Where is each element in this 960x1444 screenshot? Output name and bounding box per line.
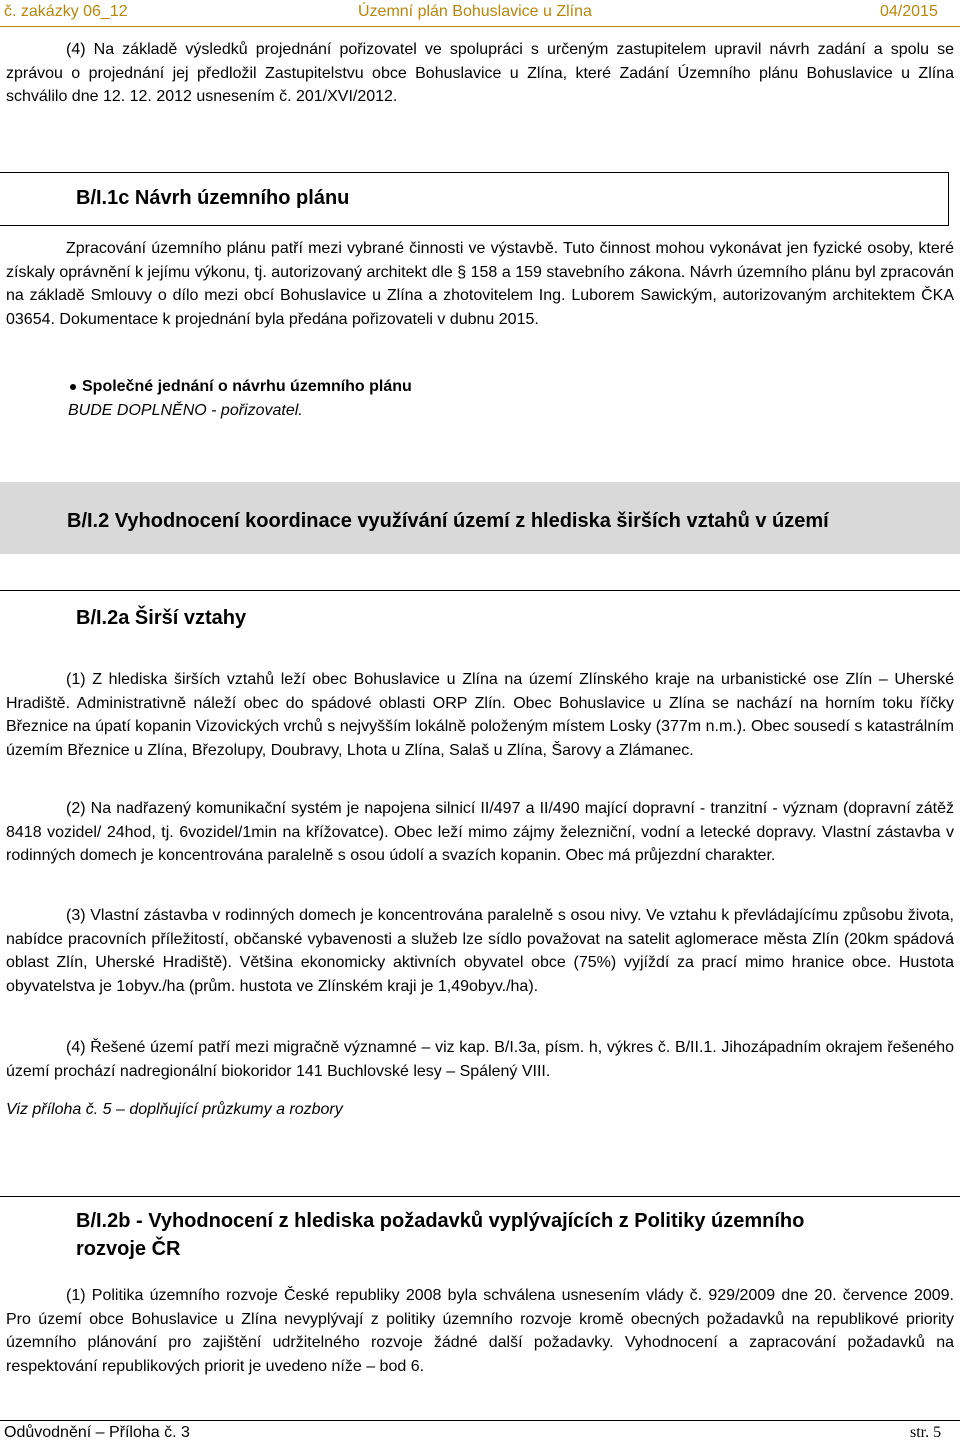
chapter-heading-band: [0, 482, 960, 554]
paragraph-2a-1: (1) Z hlediska širších vztahů leží obec Bohuslavice u Zlína na území Zlínského kraje na urbanistické ose Zlín – Uherské Hradiště. Administrativně náleží obec do spádové oblasti ORP Zlín. Obec Bohuslavice u Zlína se nachází na horním toku říčky Březnice na úpatí kopanin Vizovických vrchů s nejvyšším lokálně položeným místem Losky (377m n.m.). Obec sousedí s katastrálním územím Březnice u Zlína, Březolupy, Doubravy, Lhota u Zlína, Salaš u Zlína, Šarovy a Zlámanec.: [6, 671, 954, 759]
header-rule: [0, 26, 960, 27]
paragraph-1c: Zpracování územního plánu patří mezi vybrané činnosti ve výstavbě. Tuto činnost mohou vykonávat jen fyzické osoby, které získaly oprávnění k jejímu výkonu, tj. autorizovaný architekt dle § 158 a 159 stavebního zákona. Návrh územního plánu byl zpracován na základě Smlouvy o dílo mezi obcí Bohuslavice u Zlína a zhotovitelem Ing. Luborem Sawickým, autorizovaným architektem ČKA 03654. Dokumentace k projednání byla předána pořizovateli v dubnu 2015.: [6, 240, 954, 328]
bullet-text: Společné jednání o návrhu územního plánu: [82, 378, 412, 395]
section-heading-box: [0, 1196, 960, 1271]
section-heading-box: [0, 590, 960, 645]
contract-number: č. zakázky 06_12: [4, 3, 128, 20]
section-title-1c: B/I.1c Návrh územního plánu: [76, 187, 350, 209]
section-title-2b-line2: rozvoje ČR: [76, 1238, 181, 1260]
paragraph-approval: (4) Na základě výsledků projednání pořizovatel ve spolupráci s určeným zastupitelem upravil návrh zadání a spolu se zprávou o projednání jej předložil Zastupitelstvu obce Bohuslavice u Zlína, které Zadání Územního plánu Bohuslavice u Zlína schválilo dne 12. 12. 2012 usnesením č. 201/XVI/2012.: [6, 41, 954, 105]
reference-note: Viz příloha č. 5 – doplňující průzkumy a rozbory: [6, 1101, 343, 1118]
section-title-2b: [76, 1207, 804, 1263]
bullet-icon: [70, 384, 76, 390]
page-number: str. 5: [910, 1424, 942, 1441]
document-title: Územní plán Bohuslavice u Zlína: [358, 3, 592, 20]
footer-label: Odůvodnění – Příloha č. 3: [4, 1424, 190, 1441]
section-title-2a: B/I.2a Širší vztahy: [76, 607, 247, 629]
document-date: 04/2015: [880, 3, 938, 20]
footer-rule: [0, 1420, 960, 1421]
note-to-be-added: BUDE DOPLNĚNO - pořizovatel.: [68, 402, 303, 419]
paragraph-2a-3: (3) Vlastní zástavba v rodinných domech je koncentrována paralelně s osou nivy. Ve vztahu k převládajícímu způsobu života, nabídce pracovních příležitostí, občanské vybavenosti a služeb lze sídlo považovat na satelit aglomerace města Zlín (20km spádová oblast Zlín, Uherské Hradiště). Většina ekonomicky aktivních obyvatel obce (75%) vyjíždí za prací mimo hranice obce. Hustota obyvatelstva je 1obyv./ha (prům. hustota ve Zlínském kraji je 1,49obyv./ha).: [6, 907, 954, 995]
section-title-2b-line1: B/I.2b - Vyhodnocení z hlediska požadavků vyplývajících z Politiky územního: [76, 1210, 805, 1232]
page-header: [0, 0, 960, 30]
paragraph-2a-2: (2) Na nadřazený komunikační systém je napojena silnicí II/497 a II/490 mající dopravní - tranzitní - význam (dopravní zátěž 8418 vozidel/ 24hod, tj. 6vozidel/1min na křížovatce). Obec leží mimo zájmy železniční, vodní a letecké dopravy. Vlastní zástavba v rodinných domech je koncentrována paralelně s osou údolí a svazích kopanin. Obec má průjezdní charakter.: [6, 800, 954, 864]
paragraph-2a-4: (4) Řešené území patří mezi migračně významné – viz kap. B/I.3a, písm. h, výkres č. B/II.1. Jihozápadním okrajem řešeného území prochází nadregionální biokoridor 141 Buchlovské lesy – Spálený VIII.: [6, 1039, 954, 1080]
section-heading-box: [0, 172, 949, 226]
bullet-item: [70, 378, 412, 396]
section-title-2: B/I.2 Vyhodnocení koordinace využívání území z hlediska širších vztahů v území: [67, 510, 829, 532]
paragraph-2b-1: (1) Politika územního rozvoje České republiky 2008 byla schválena usnesením vlády č. 929/2009 dne 20. července 2009. Pro území obce Bohuslavice u Zlína nevyplývají z politiky územního rozvoje kromě obecných požadavků na republikové priority územního plánování pro zajištění udržitelného rozvoje žádné další požadavky. Vyhodnocení a zapracování požadavků na respektování republikových priorit je uvedeno níže – bod 6.: [6, 1287, 954, 1375]
